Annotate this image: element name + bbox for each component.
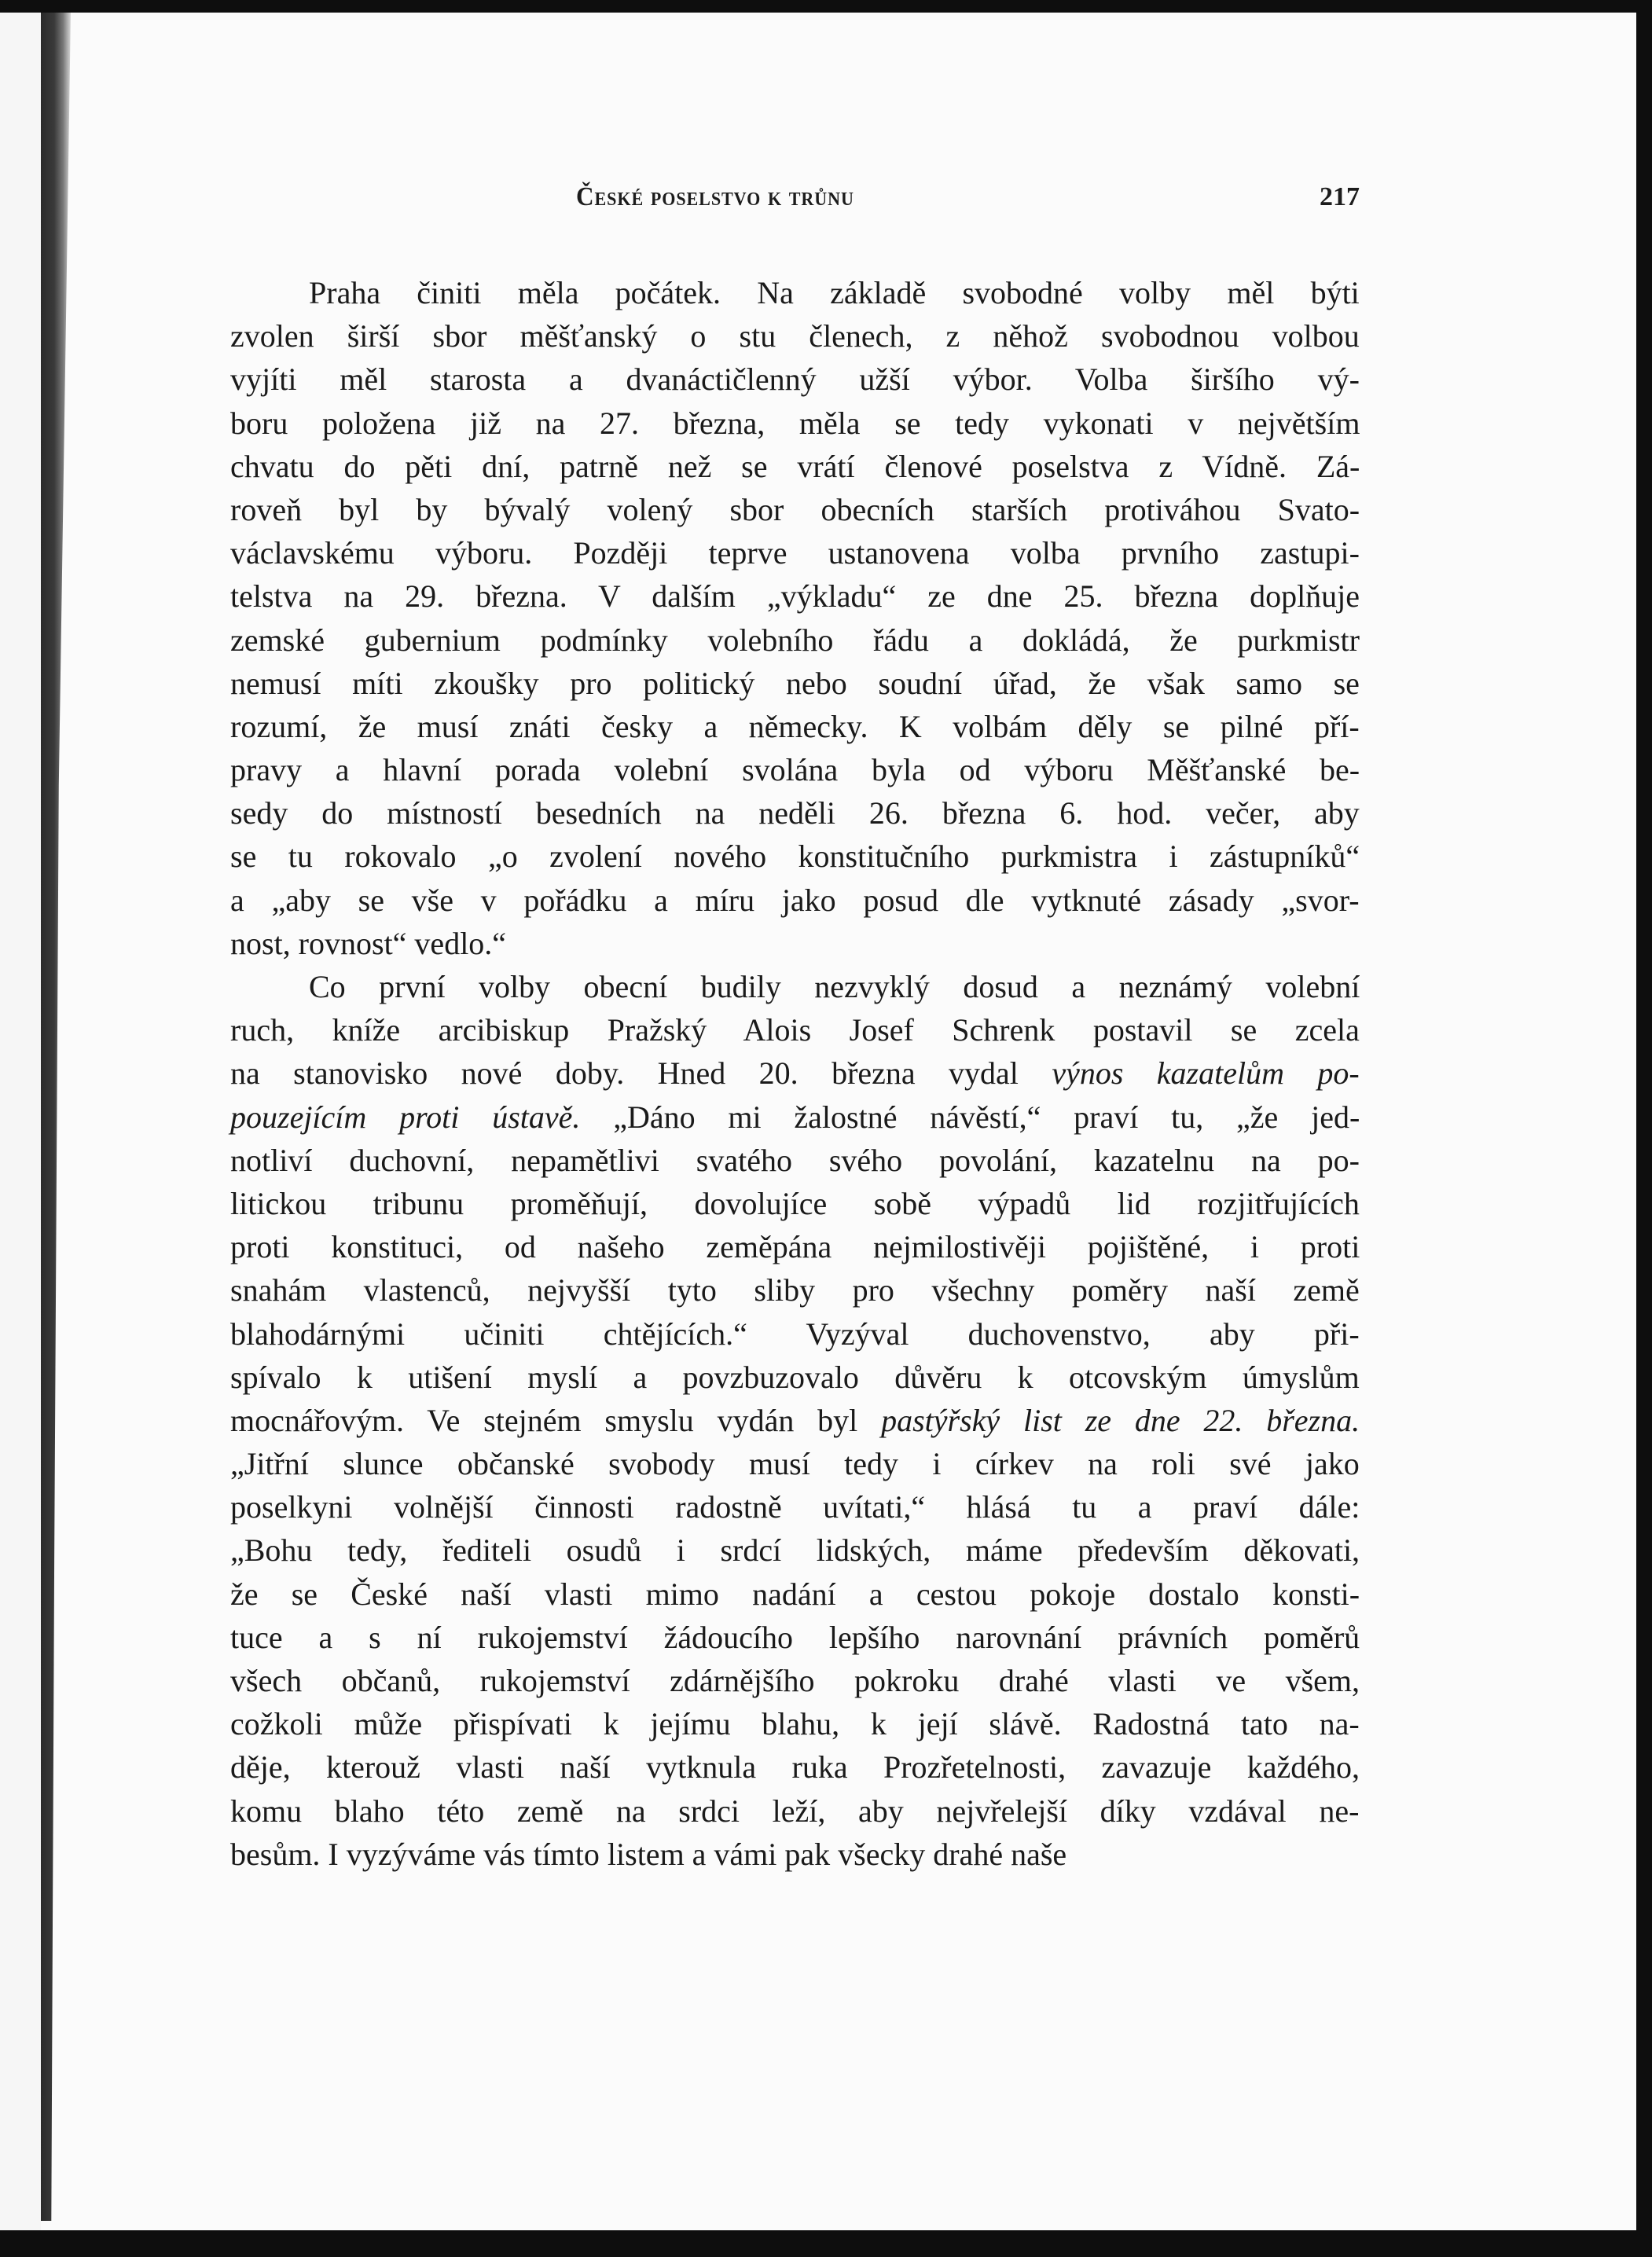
text-line: [230, 1573, 1360, 1616]
paragraph: [230, 271, 1360, 965]
text-segment: litickou tribunu proměňují, dovolujíce sobě výpadů lid rozjitřujících: [230, 1185, 1360, 1221]
text-segment: že se České naší vlasti mimo nadání a cestou pokoje dostalo konsti-: [230, 1576, 1360, 1612]
text-segment: chvatu do pěti dní, patrně než se vrátí členové poselstva z Vídně. Zá-: [230, 448, 1360, 484]
text-line: [230, 1356, 1360, 1399]
text-segment: zemské gubernium podmínky volebního řádu a dokládá, že purkmistr: [230, 622, 1360, 658]
text-segment: „Bohu tedy, řediteli osudů i srdcí lidských, máme především děkovati,: [230, 1532, 1360, 1569]
text-segment: na stanovisko nové doby. Hned 20. března vydal: [230, 1055, 1052, 1092]
text-line: [230, 1095, 1360, 1139]
text-segment: václavskému výboru. Později teprve ustanovena volba prvního zastupi-: [230, 535, 1360, 571]
text-segment: spívalo k utišení myslí a povzbuzovalo důvěru k otcovským úmyslům: [230, 1359, 1360, 1395]
text-segment: „Dáno mi žalostné návěstí,“ praví tu, „že jed-: [580, 1099, 1360, 1135]
text-segment: děje, kterouž vlasti naší vytknula ruka Prozřetelnosti, zavazuje každého,: [230, 1749, 1360, 1785]
text-line: [230, 574, 1360, 618]
text-segment: rozumí, že musí znáti česky a německy. K volbám děly se pilné pří-: [230, 708, 1360, 744]
text-segment: cožkoli může přispívati k jejímu blahu, k její slávě. Radostná tato na-: [230, 1706, 1360, 1742]
text-segment: nost, rovnost“ vedlo.“: [230, 925, 507, 961]
text-segment: snahám vlastenců, nejvyšší tyto sliby pro všechny poměry naší země: [230, 1272, 1360, 1308]
text-line: [230, 748, 1360, 791]
text-line: [230, 879, 1360, 922]
text-segment: tuce a s ní rukojemství žádoucího lepšího narovnání právních poměrů: [230, 1619, 1360, 1655]
text-segment: sedy do místností besedních na neděli 26. března 6. hod. večer, aby: [230, 795, 1360, 831]
text-segment: „Jitřní slunce občanské svobody musí tedy i církev na roli své jako: [230, 1446, 1360, 1482]
italic-text: pouzejícím proti ústavě.: [230, 1099, 581, 1135]
text-line: [230, 1745, 1360, 1789]
text-line: [230, 531, 1360, 574]
text-segment: mocnářovým. Ve stejném smyslu vydán byl: [230, 1402, 882, 1438]
text-line: [230, 358, 1360, 401]
text-line: [230, 835, 1360, 878]
text-segment: ruch, kníže arcibiskup Pražský Alois Josef Schrenk postavil se zcela: [230, 1012, 1360, 1048]
text-line: [230, 1051, 1360, 1095]
text-segment: telstva na 29. března. V dalším „výkladu“ ze dne 25. března doplňuje: [230, 578, 1360, 615]
text-segment: boru položena již na 27. března, měla se tedy vykonati v největším: [230, 405, 1360, 441]
text-line: [230, 1268, 1360, 1312]
text-line: [230, 1139, 1360, 1182]
text-line: [230, 488, 1360, 531]
text-segment: Praha činiti měla počátek. Na základě svobodné volby měl býti: [309, 275, 1360, 310]
text-segment: vyjíti měl starosta a dvanáctičlenný užší výbor. Volba širšího vý-: [230, 361, 1360, 398]
text-line: [230, 618, 1360, 662]
text-line: [230, 965, 1360, 1008]
text-line: [230, 1182, 1360, 1225]
text-segment: notliví duchovní, nepamětlivi svatého svého povolání, kazatelnu na po-: [230, 1142, 1360, 1178]
page-number: 217: [1320, 182, 1360, 211]
text-line: [230, 705, 1360, 748]
text-line: [230, 922, 1360, 965]
text-line: [230, 1312, 1360, 1356]
text-line: [230, 1529, 1360, 1572]
text-line: [230, 445, 1360, 488]
text-line: [230, 314, 1360, 358]
text-line: [230, 1789, 1360, 1833]
running-head: [230, 182, 1360, 222]
text-line: [230, 1225, 1360, 1268]
text-line: [230, 662, 1360, 705]
text-segment: se tu rokovalo „o zvolení nového konstitučního purkmistra i zástupníků“: [230, 839, 1360, 875]
facing-page-edge: [0, 13, 41, 2230]
text-line: [230, 1442, 1360, 1485]
text-segment: zvolen širší sbor měšťanský o stu členech, z něhož svobodnou volbou: [230, 318, 1360, 354]
text-line: [230, 402, 1360, 445]
paragraph: [230, 965, 1360, 1876]
text-segment: Co první volby obecní budily nezvyklý dosud a neznámý volební: [309, 969, 1360, 1004]
text-line: [230, 1702, 1360, 1745]
text-line: [230, 1008, 1360, 1051]
text-segment: roveň byl by bývalý volený sbor obecních starších protiváhou Svato-: [230, 491, 1360, 527]
text-segment: nemusí míti zkoušky pro politický nebo soudní úřad, že však samo se: [230, 665, 1360, 701]
text-line: [230, 1833, 1360, 1876]
text-segment: blahodárnými učiniti chtějících.“ Vyzýval duchovenstvo, aby při-: [230, 1316, 1360, 1352]
text-line: [230, 1616, 1360, 1659]
text-line: [230, 1659, 1360, 1702]
text-segment: poselkyni volnější činnosti radostně uvítati,“ hlásá tu a praví dále:: [230, 1489, 1360, 1525]
text-segment: všech občanů, rukojemství zdárnějšího pokroku drahé vlasti ve všem,: [230, 1663, 1360, 1698]
text-line: [230, 1399, 1360, 1442]
text-segment: komu blaho této země na srdci leží, aby nejvřelejší díky vzdával ne-: [230, 1793, 1360, 1829]
text-segment: besům. I vyzýváme vás tímto listem a vámi pak všecky drahé naše: [230, 1836, 1067, 1872]
text-line: [230, 1485, 1360, 1529]
text-segment: a „aby se vše v pořádku a míru jako posud dle vytknuté zásady „svor-: [230, 882, 1360, 918]
italic-text: pastýřský list ze dne 22. března.: [881, 1402, 1360, 1438]
text-line: [230, 271, 1360, 314]
text-segment: proti konstituci, od našeho zeměpána nejmilostivěji pojištěné, i proti: [230, 1229, 1360, 1265]
text-line: [230, 791, 1360, 835]
text-segment: pravy a hlavní porada volební svolána byla od výboru Měšťanské be-: [230, 752, 1360, 788]
italic-text: výnos kazatelům po-: [1052, 1055, 1360, 1092]
running-title: České poselstvo k trůnu: [576, 182, 854, 211]
body-text: [230, 271, 1360, 1876]
